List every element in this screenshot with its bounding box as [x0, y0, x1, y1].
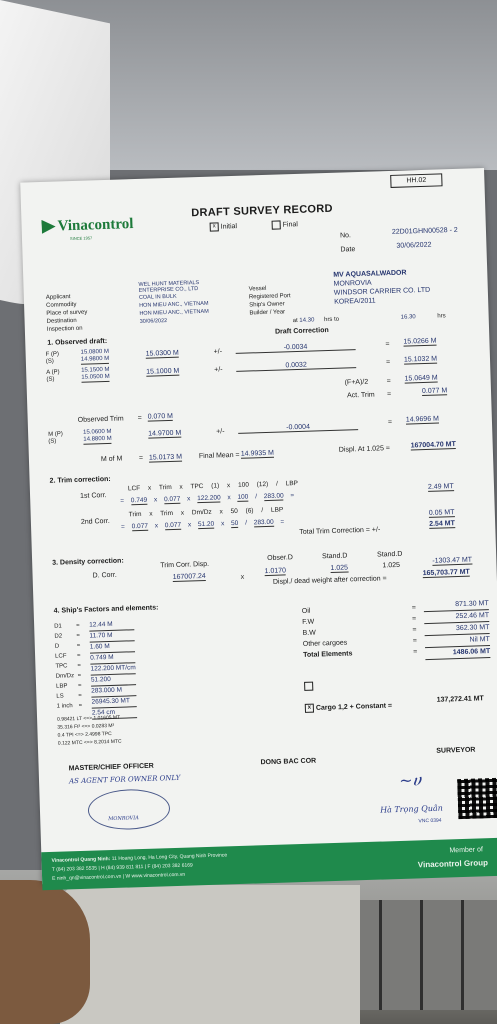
obser-d-label: Obser.D	[267, 554, 293, 563]
initial-checkbox[interactable]: x	[210, 222, 219, 231]
second-corr-result: 0.05 MT	[428, 509, 455, 517]
surveyor-signature: ~ሀ	[398, 770, 422, 790]
act-trim-label: Act. Trim	[346, 391, 375, 400]
mid-pm: +/-	[216, 428, 225, 436]
mid-result: 14.9696 M	[405, 415, 440, 424]
first-corr-values: = 0.749 x 0.077 x 122.200 x 100 / 283.00 =	[120, 492, 295, 505]
mid-labels: M (P) (S)	[48, 431, 63, 445]
first-corr-label: 1st Corr.	[80, 492, 107, 500]
second-corr-values: = 0.077 x 0.077 x 51.20 x 50 / 283.00 =	[120, 518, 285, 531]
surveyor-label: SURVEYOR	[436, 746, 476, 755]
final-label: Final	[282, 221, 298, 229]
stand-d-header: Stand.D	[322, 552, 348, 561]
trim-corr-disp-label: Trim Corr. Disp.	[160, 560, 210, 570]
constant-checkbox[interactable]	[304, 682, 313, 691]
aft-readings: 15.1500 M 15.0500 M	[81, 366, 110, 381]
fa2-value: 15.0649 M	[404, 374, 438, 383]
obs-trim-value: 0.070 M	[147, 412, 174, 421]
final-mean-value: 14.9935 M	[240, 449, 275, 458]
sleeve	[60, 885, 360, 1024]
dcorr-label: D. Corr.	[92, 571, 117, 580]
conversions: 0.98421 LT <=> 1.01605 MT 35.316 Ft³ <=> 0.0283 M³ 0.4 TPI <=> 2.4998 TPC 0.122 MTC <=> 8.2014 MTC	[57, 714, 122, 747]
mid-correction: -0.0004	[238, 422, 358, 434]
draft-survey-document: HH.02 Vinacontrol SINCE 1957 DRAFT SURVEY RECORD x Initial Final No. 22D01GHN00528 - 2 Date 30/06/2022 Applicant Commodity Place of survey Destination Inspection on WEL HUNT MATERIALS ENTERPRISE CO., LTD COAL IN BULK HON MIEU ANC., VIETNAM HON MIEU ANC., VIETNAM 30/06/2022 Vessel Registered Port Ship's Owner Builder / Year MV AQUASALWADOR MONROVIA WINDSOR CARRIER CO. LTD KOREA/2011 at 14.30 hrs to 16.30 hrs 1. Observed draft: Draft Correction F (P) (S) 15.0800 M 14.9800 M 15.0300 M +/- -0.0034 = 15.0266 M A (P) (S) 15.1500 M 15.0500 M 15.1000 M +/- 0.0032 = 15.1032 M (F+A)/2 = 15.0649 M Act. Trim = 0.077 M Observed Trim = 0.070 M M (P) (S) 15.0600 M 14.8800 M 14.9700 M +/- -0.0004 = 14.9696 M M of M = 15.0173 M Final Mean = 14.9935 M Displ. At 1.025 = 167004.70 MT 2. Trim correction: 1st Corr. LCF x Trim x TPC (1) x 100 (12) / LBP = 0.749 x 0.077 x 122.200 x 100 / 283.00 = 2.49 MT 2nd Corr. Trim x Trim x Dm/Dz x 50 (6) / LBP = 0.077 x 0.077 x 51.20 x 50 / 283.00 = 0.05 MT Total Trim Correction = +/- 2.54 MT 3. Density correction: D. Corr. Trim Corr. Disp. Obser.D Stand.D Stand.D 167007.24 x 1.0170 1.025 1.025 -1303.47 MT Displ./ dead weight after correction = 165,703.77 MT 4. Ship's Factors and elements: D1 D2 D LCF TPC Dm/Dz LBP LS 1 inch = = = = = = = = = 12.44 M 11.70 M 1.60 M 0.749 M 122.200 MT/cm 51.200 283.000 M 26945.30 MT 2.54 cm 0.98421 LT <=> 1.01605 MT 35.316 Ft³ <=> 0.0283 M³ 0.4 TPI <=> 2.4998 TPC 0.122 MTC <=> 8.2014 MTC Oil F.W B.W Other cargoes Total Elements = = = = = 871.30 MT 252.46 MT 362.30 MT Nil MT 1486.06 MT x Cargo 1,2 + Constant = 137,272.41 MT MASTER/CHIEF OFFICER AS AGENT FOR OWNER ONLY MONROVIA DONG BAC COR SURVEYOR ~ሀ Hà Trọng Quân VNC 0394 Vinacontrol Quang Ninh: 11 Hoang Long, Ha Long City, Quang Ninh Province T (84) 203 382 5535 | H (84) 939 811 811 | F (84) 203 382 6169 E ninh_qn@vinacontrol.com.vn | W www.vinacontrol.com.vn Member of Vinacontrol Group	[20, 168, 497, 884]
footer-email: E ninh_qn@vinacontrol.com.vn | W www.vinacontrol.com.vn	[52, 871, 186, 882]
trim-corr-disp-value: 167007.24	[172, 572, 206, 581]
surveyor-name: Hà Trọng Quân	[379, 803, 443, 815]
first-corr-result: 2.49 MT	[427, 483, 454, 491]
initial-label: Initial	[220, 223, 238, 231]
cargo-row: x Cargo 1,2 + Constant =	[305, 701, 392, 713]
after-corr-label: Displ./ dead weight after correction =	[272, 575, 387, 586]
master-name: AS AGENT FOR OWNER ONLY	[68, 773, 181, 786]
elements-labels: Oil F.W B.W Other cargoes Total Elements	[301, 607, 353, 659]
first-corr-header: LCF x Trim x TPC (1) x 100 (12) / LBP	[127, 480, 299, 493]
mid-readings: 15.0600 M 14.8800 M	[83, 428, 112, 443]
no-label: No.	[339, 232, 352, 240]
center-label: DONG BAC COR	[260, 757, 317, 767]
mofm-label: M of M	[100, 455, 123, 464]
factors-labels: D1 D2 D LCF TPC Dm/Dz LBP LS 1 inch	[54, 623, 75, 710]
stamp-text: MONROVIA	[108, 815, 139, 823]
density-heading: 3. Density correction:	[52, 557, 124, 567]
footer-member: Member of	[449, 846, 483, 855]
footer-company: Vinacontrol Quang Ninh: 11 Hoang Long, Ha Long City, Quang Ninh Province	[51, 852, 228, 864]
aft-result: 15.1032 M	[403, 355, 438, 364]
total-trim-value: 2.54 MT	[429, 520, 455, 528]
company-logo: Vinacontrol	[57, 216, 134, 235]
displ-label: Displ. At 1.025 =	[338, 445, 391, 454]
mofm-value: 15.0173 M	[148, 453, 183, 462]
density-result: -1303.47 MT	[432, 556, 473, 565]
aft-correction: 0.0032	[236, 360, 356, 372]
cargo-value: 137,272.41 MT	[436, 695, 484, 704]
page-title: DRAFT SURVEY RECORD	[191, 202, 333, 220]
displ-value: 167004.70 MT	[410, 441, 456, 450]
act-trim-value: 0.077 M	[421, 387, 448, 396]
second-corr-label: 2nd Corr.	[80, 517, 110, 526]
fwd-pm: +/-	[213, 348, 223, 356]
no-value: 22D01GHN00528 - 2	[391, 226, 458, 236]
info-right-labels: Vessel Registered Port Ship's Owner Builder / Year	[248, 285, 291, 317]
density-x: x	[240, 573, 245, 581]
info-right-values: MV AQUASALWADOR MONROVIA WINDSOR CARRIER CO. LTD KOREA/2011	[333, 269, 431, 306]
date-label: Date	[340, 246, 356, 254]
fwd-readings: 15.0800 M 14.9800 M	[80, 348, 110, 363]
obser-d-value: 1.0170	[264, 567, 287, 576]
elements-values: 871.30 MT 252.46 MT 362.30 MT Nil MT 1486.06 MT	[424, 598, 491, 660]
surveyor-code: VNC 0394	[418, 817, 442, 825]
stand-d-value: 1.025	[330, 564, 349, 573]
fwd-labels: F (P) (S)	[45, 351, 60, 365]
trim-heading: 2. Trim correction:	[49, 475, 111, 485]
info-left-labels: Applicant Commodity Place of survey Destination Inspection on	[45, 294, 88, 333]
hand	[0, 880, 90, 1024]
info-left-values: WEL HUNT MATERIALS ENTERPRISE CO., LTD COAL IN BULK HON MIEU ANC., VIETNAM HON MIEU ANC., VIETNAM 30/06/2022	[138, 280, 209, 325]
aft-pm: +/-	[214, 366, 223, 374]
total-trim-label: Total Trim Correction = +/-	[299, 526, 381, 536]
fa2-label: (F+A)/2	[344, 378, 369, 387]
footer-phones: T (84) 203 382 5535 | H (84) 939 811 811 | F (84) 203 382 6169	[51, 862, 193, 873]
footer-group: Vinacontrol Group	[417, 858, 489, 870]
doc-code: HH.02	[390, 173, 442, 188]
obs-trim-label: Observed Trim	[77, 415, 124, 424]
logo-subtitle: SINCE 1957	[69, 235, 93, 242]
vinacontrol-logo-icon	[41, 219, 55, 233]
factors-heading: 4. Ship's Factors and elements:	[53, 604, 159, 615]
div-value: 1.025	[382, 561, 401, 570]
time-range: at 14.30 hrs to 16.30 hrs	[292, 313, 446, 325]
factors-values: 12.44 M 11.70 M 1.60 M 0.749 M 122.200 MT/cm 51.200 283.000 M 26945.30 MT 2.54 cm	[89, 619, 137, 719]
fwd-mean: 15.0300 M	[145, 349, 179, 358]
after-corr-value: 165,703.77 MT	[422, 568, 470, 578]
draft-correction-heading: Draft Correction	[274, 326, 329, 336]
final-mean-label: Final Mean =	[198, 451, 240, 461]
second-corr-header: Trim x Trim x Dm/Dz x 50 (6) / LBP	[128, 506, 284, 519]
mid-mean: 14.9700 M	[148, 429, 182, 438]
aft-mean: 15.1000 M	[146, 367, 180, 376]
final-checkbox[interactable]	[272, 220, 281, 229]
cargo-checkbox[interactable]: x	[305, 704, 314, 713]
fwd-correction: -0.0034	[235, 342, 355, 354]
qr-code	[457, 778, 497, 819]
date-value: 30/06/2022	[396, 241, 432, 250]
fwd-result: 15.0266 M	[403, 337, 437, 346]
vessel-stamp	[87, 788, 170, 831]
observed-draft-heading: 1. Observed draft:	[47, 337, 108, 347]
master-label: MASTER/CHIEF OFFICER	[68, 762, 154, 773]
aft-labels: A (P) (S)	[46, 369, 60, 383]
stand-d-label: Stand.D	[376, 550, 403, 559]
